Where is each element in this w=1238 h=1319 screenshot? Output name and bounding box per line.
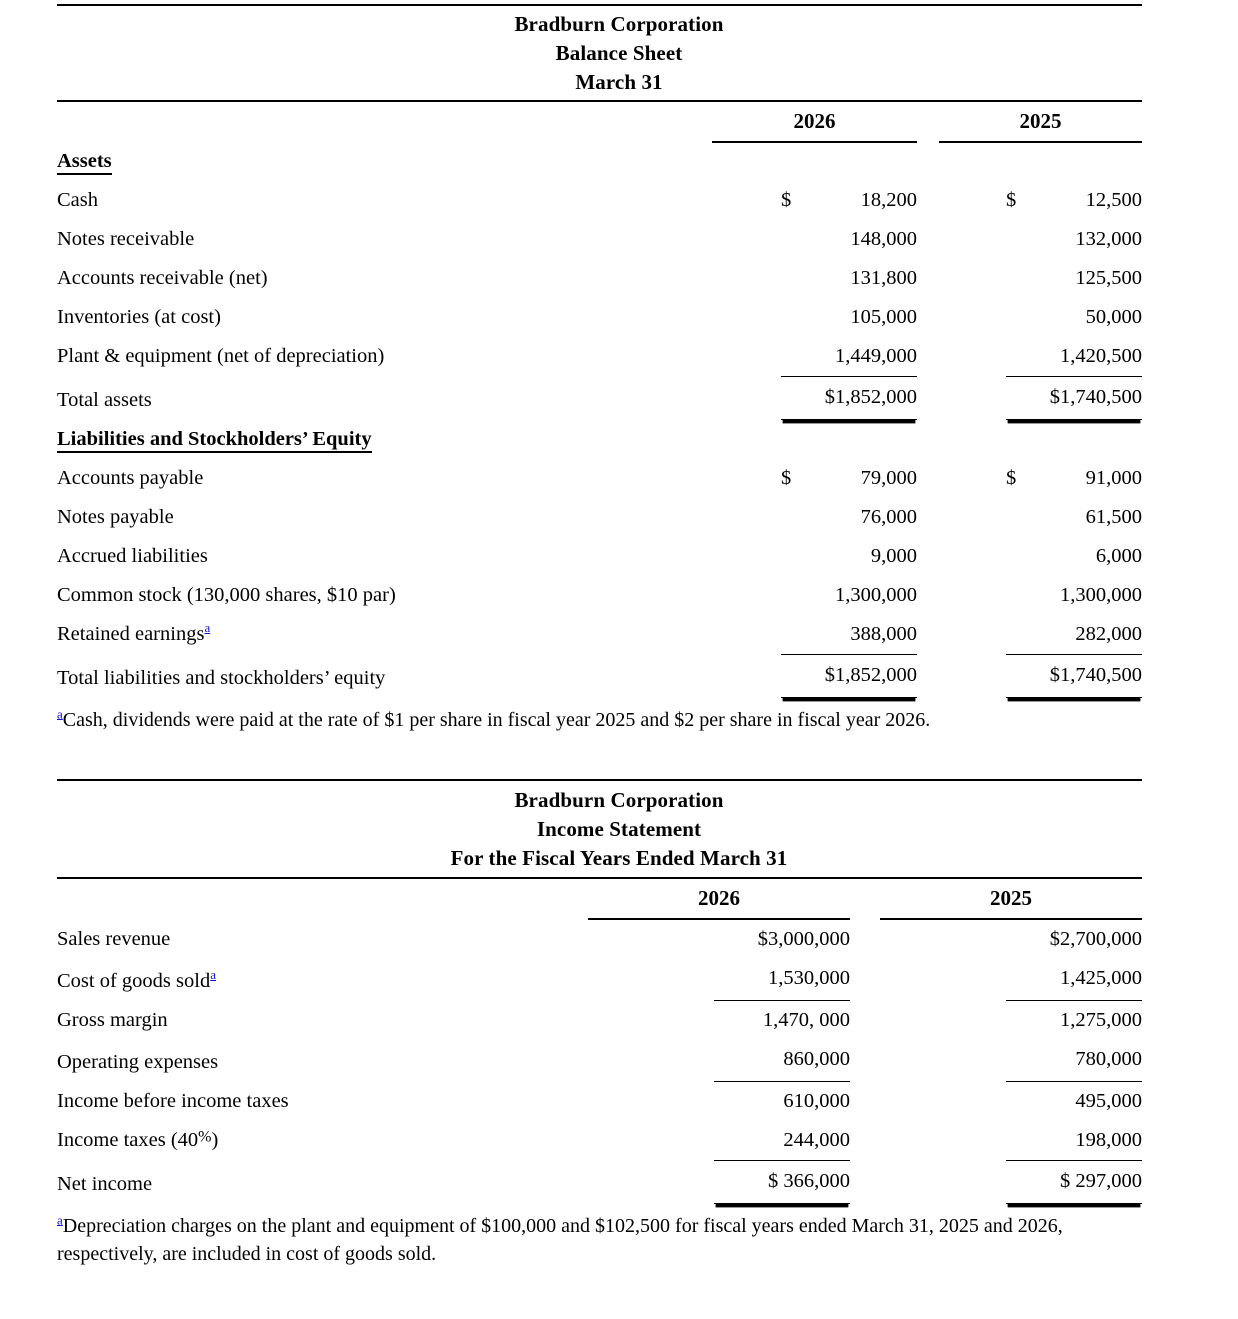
income-statement-footnote <box>57 1212 1142 1268</box>
row-value-2025: $ 12,500 <box>1006 189 1142 211</box>
row-label: Income before income taxes <box>57 1090 289 1112</box>
income-statement-header-2026: 2026 <box>588 881 850 919</box>
row-label-net-income: Net income <box>57 1173 153 1195</box>
footnote-marker-a[interactable]: a <box>57 1212 63 1228</box>
balance-sheet-header-2025: 2025 <box>939 104 1142 142</box>
row-value-2026: 244,000 <box>783 1129 850 1151</box>
table-row-total <box>57 654 1142 698</box>
income-statement-column-headers <box>57 881 1142 919</box>
row-value-2025: 6,000 <box>1095 545 1142 567</box>
row-value-2025: 50,000 <box>1085 306 1142 328</box>
footnote-text: Cash, dividends were paid at the rate of $1 per share in fiscal year 2025 and $2 per share in fiscal year 2026. <box>62 709 931 731</box>
table-row-total <box>57 1160 1142 1204</box>
income-statement-statement-name: Income Statement <box>536 817 702 841</box>
balance-sheet-footnote <box>57 706 1142 734</box>
row-label: Notes receivable <box>57 228 195 250</box>
table-row <box>57 1001 1142 1040</box>
footnote-marker-a[interactable]: a <box>57 706 63 722</box>
row-value-2025: 125,500 <box>1075 267 1142 289</box>
balance-sheet-period: March 31 <box>575 70 663 94</box>
row-value-2025: 61,500 <box>1085 506 1142 528</box>
footnote-marker-a[interactable]: a <box>204 620 211 636</box>
total-value-2026: $1,852,000 <box>712 654 917 698</box>
row-value-2026: $ 79,000 <box>781 467 917 489</box>
table-row-total <box>57 376 1142 420</box>
balance-sheet-header-rule <box>57 100 1142 102</box>
row-label: Sales revenue <box>57 928 171 950</box>
table-row <box>57 498 1142 537</box>
income-statement-title <box>0 786 1238 873</box>
income-statement-company-name: Bradburn Corporation <box>514 788 724 812</box>
row-value-2025: 132,000 <box>1075 228 1142 250</box>
balance-sheet-table-wrap <box>0 104 1238 698</box>
spacer-cell <box>57 104 712 142</box>
row-label: Common stock (130,000 shares, $10 par) <box>57 584 396 606</box>
section-heading-row <box>57 420 1142 459</box>
income-statement-period: For the Fiscal Years Ended March 31 <box>450 846 788 870</box>
row-value-2025: 780,000 <box>880 1040 1142 1082</box>
spacer-cell <box>57 881 588 919</box>
total-value-2025: $ 297,000 <box>880 1160 1142 1204</box>
table-row <box>57 459 1142 498</box>
row-value-2025: 1,425,000 <box>880 959 1142 1001</box>
income-statement-table <box>57 881 1142 1204</box>
row-value-2025: 282,000 <box>1075 623 1142 645</box>
table-row <box>57 181 1142 220</box>
row-label: Gross margin <box>57 1009 168 1031</box>
spacer-cell <box>850 881 880 919</box>
row-label-total-liabilities-equity: Total liabilities and stockholders’ equity <box>57 667 386 689</box>
footnote-marker-a[interactable]: a <box>210 967 216 983</box>
table-row <box>57 537 1142 576</box>
section-heading-liabilities-equity: Liabilities and Stockholders’ Equity <box>57 420 712 459</box>
percent-sign: % <box>198 1128 212 1146</box>
section-heading-assets: Assets <box>57 142 712 181</box>
row-value-2026: 9,000 <box>870 545 917 567</box>
row-value-2026: 105,000 <box>850 306 917 328</box>
row-label: Cash <box>57 189 98 211</box>
row-value-2026: 860,000 <box>588 1040 850 1082</box>
row-value-2025: 495,000 <box>1075 1090 1142 1112</box>
table-row <box>57 959 1142 1001</box>
row-value-2025: $ 91,000 <box>1006 467 1142 489</box>
total-value-2026: $1,852,000 <box>712 376 917 420</box>
row-value-2025: 1,300,000 <box>1060 584 1142 606</box>
row-value-2025: 1,420,500 <box>1060 345 1142 367</box>
table-row <box>57 576 1142 615</box>
row-label: Notes payable <box>57 506 174 528</box>
row-label: Operating expenses <box>57 1051 219 1073</box>
table-row <box>57 220 1142 259</box>
row-value-2026: 1,470, 000 <box>762 1009 850 1031</box>
section-heading-row <box>57 142 1142 181</box>
row-value-2026: $ 18,200 <box>781 189 917 211</box>
row-label: Accounts receivable (net) <box>57 267 268 289</box>
income-statement-header-2025: 2025 <box>880 881 1142 919</box>
balance-sheet-statement-name: Balance Sheet <box>555 41 683 65</box>
income-statement-top-rule <box>57 779 1142 781</box>
table-row <box>57 259 1142 298</box>
row-label-cost-of-goods-sold: Cost of goods sold$^a$ <box>57 967 216 992</box>
table-row <box>57 298 1142 337</box>
row-label: Plant & equipment (net of depreciation) <box>57 345 385 367</box>
total-value-2026: $ 366,000 <box>588 1160 850 1204</box>
row-value-2026: 1,530,000 <box>588 959 850 1001</box>
balance-sheet-table <box>57 104 1142 698</box>
row-label: Accrued liabilities <box>57 545 208 567</box>
row-value-2025: $2,700,000 <box>1049 928 1142 950</box>
table-row <box>57 1040 1142 1082</box>
balance-sheet-company-name: Bradburn Corporation <box>514 12 724 36</box>
row-value-2026: 76,000 <box>860 506 917 528</box>
row-label-income-taxes: Income taxes (40%) <box>57 1128 219 1151</box>
row-value-2026: 610,000 <box>783 1090 850 1112</box>
balance-sheet-top-rule <box>57 4 1142 6</box>
table-row <box>57 1121 1142 1160</box>
row-value-2025: 1,275,000 <box>1060 1009 1142 1031</box>
row-label-total-assets: Total assets <box>57 389 152 411</box>
table-row <box>57 337 1142 376</box>
row-value-2026: 131,800 <box>850 267 917 289</box>
row-label: Accounts payable <box>57 467 204 489</box>
row-value-2026: 1,300,000 <box>835 584 917 606</box>
balance-sheet-header-2026: 2026 <box>712 104 917 142</box>
balance-sheet-statement <box>0 10 1238 97</box>
spacer-cell <box>917 104 939 142</box>
row-label: Inventories (at cost) <box>57 306 221 328</box>
row-value-2026: 1,449,000 <box>835 345 917 367</box>
row-label-retained-earnings: Retained earnings$^a$ <box>57 620 211 645</box>
balance-sheet-title <box>0 10 1238 97</box>
footnote-text: Depreciation charges on the plant and equipment of $100,000 and $102,500 for fiscal years ended March 31, 2025 and 2026, respectively, are included in cost of goods sold. <box>57 1215 1063 1265</box>
income-statement-header-rule <box>57 877 1142 879</box>
table-row <box>57 615 1142 654</box>
income-statement-table-wrap <box>0 881 1238 1204</box>
income-statement-statement <box>0 786 1238 873</box>
row-value-2026: 388,000 <box>850 623 917 645</box>
row-value-2025: 198,000 <box>1075 1129 1142 1151</box>
table-row <box>57 1082 1142 1121</box>
total-value-2025: $1,740,500 <box>939 376 1142 420</box>
row-value-2026: 148,000 <box>850 228 917 250</box>
row-value-2026: $3,000,000 <box>757 928 850 950</box>
total-value-2025: $1,740,500 <box>939 654 1142 698</box>
balance-sheet-column-headers <box>57 104 1142 142</box>
table-row <box>57 919 1142 959</box>
